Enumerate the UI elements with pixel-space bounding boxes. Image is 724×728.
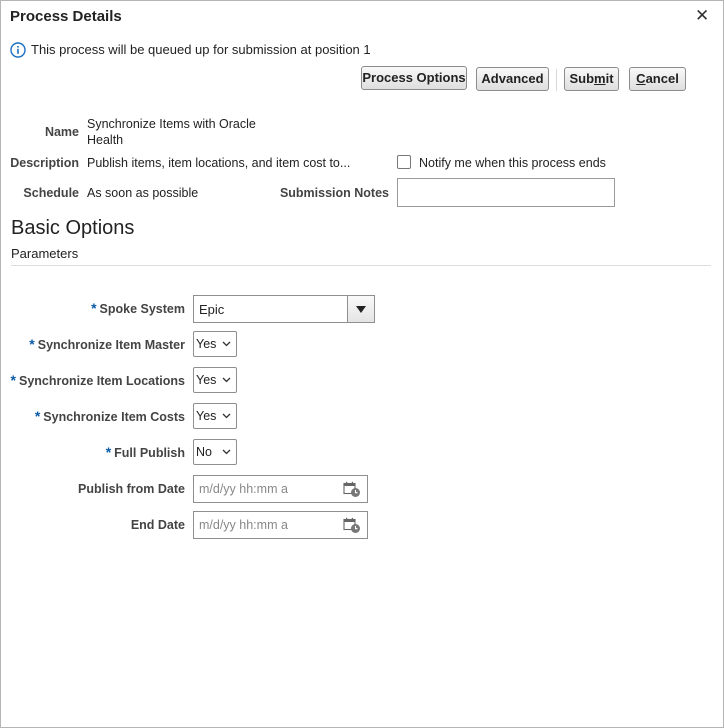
chevron-down-icon [222, 375, 231, 384]
item-master-label-text: Synchronize Item Master [37, 338, 185, 352]
full-publish-label [106, 444, 185, 460]
required-icon: * [105, 444, 112, 460]
item-master-select[interactable] [193, 331, 237, 357]
basic-options-heading: Basic Options [11, 217, 135, 239]
publish-from-date-label: Publish from Date [78, 482, 185, 496]
chevron-down-icon [222, 411, 231, 420]
submit-label-start: Sub [569, 71, 595, 86]
name-label: Name [44, 125, 79, 139]
spoke-system-label-text: Spoke System [99, 302, 185, 316]
full-publish-select[interactable] [193, 439, 237, 465]
submission-notes-input[interactable] [397, 178, 615, 207]
publish-from-date-input[interactable] [193, 475, 368, 503]
full-publish-value: No [196, 445, 212, 459]
advanced-button[interactable]: Advanced [476, 67, 549, 91]
name-value-line2: Health [87, 133, 124, 147]
notify-label: Notify me when this process ends [419, 156, 606, 170]
queue-info-message: This process will be queued up for submission at position 1 [31, 42, 371, 57]
item-costs-value: Yes [196, 409, 217, 423]
notify-checkbox[interactable] [397, 155, 411, 169]
dialog-title: Process Details [10, 8, 122, 25]
calendar-icon[interactable] [343, 517, 361, 534]
process-options-button[interactable]: Process Options [361, 66, 467, 90]
schedule-value: As soon as possible [87, 186, 199, 200]
end-date-placeholder: m/d/yy hh:mm a [199, 518, 288, 532]
required-icon: * [91, 300, 97, 316]
submission-notes-label: Submission Notes [279, 186, 389, 200]
spoke-system-combobox[interactable] [193, 295, 375, 323]
spoke-system-label [91, 300, 185, 316]
section-divider [11, 265, 711, 266]
submit-access-key: m [594, 71, 606, 86]
end-date-label: End Date [130, 518, 185, 532]
required-icon: * [34, 408, 41, 424]
item-costs-label [35, 408, 185, 424]
description-value: Publish items, item locations, and item cost to... [87, 156, 351, 170]
item-locations-value: Yes [196, 373, 217, 387]
required-icon: * [29, 336, 35, 352]
required-icon: * [10, 372, 16, 388]
description-label: Description [10, 156, 79, 170]
toolbar-separator [556, 69, 557, 91]
cancel-label-end: ancel [645, 71, 679, 86]
schedule-label: Schedule [23, 186, 79, 200]
submit-button[interactable] [564, 67, 619, 91]
item-costs-select[interactable] [193, 403, 237, 429]
item-master-value: Yes [196, 337, 217, 351]
item-locations-select[interactable] [193, 367, 237, 393]
end-date-input[interactable] [193, 511, 368, 539]
dropdown-arrow-icon[interactable] [347, 296, 374, 322]
item-locations-label-text: Synchronize Item Locations [18, 374, 185, 388]
spoke-system-value: Epic [199, 302, 225, 317]
name-value-line1: Synchronize Items with Oracle [87, 117, 256, 131]
item-costs-label-text: Synchronize Item Costs [43, 410, 185, 424]
submit-label-end: it [605, 71, 614, 86]
calendar-icon[interactable] [343, 481, 361, 498]
chevron-down-icon [222, 339, 231, 348]
info-icon [10, 42, 26, 58]
cancel-access-key: C [636, 71, 646, 86]
chevron-down-icon [222, 447, 231, 456]
full-publish-label-text: Full Publish [114, 446, 185, 460]
close-icon[interactable]: ✕ [695, 6, 710, 25]
item-locations-label [11, 372, 185, 388]
parameters-heading: Parameters [11, 246, 79, 261]
publish-from-date-placeholder: m/d/yy hh:mm a [199, 482, 288, 496]
cancel-button[interactable] [629, 67, 686, 91]
item-master-label [29, 336, 185, 352]
